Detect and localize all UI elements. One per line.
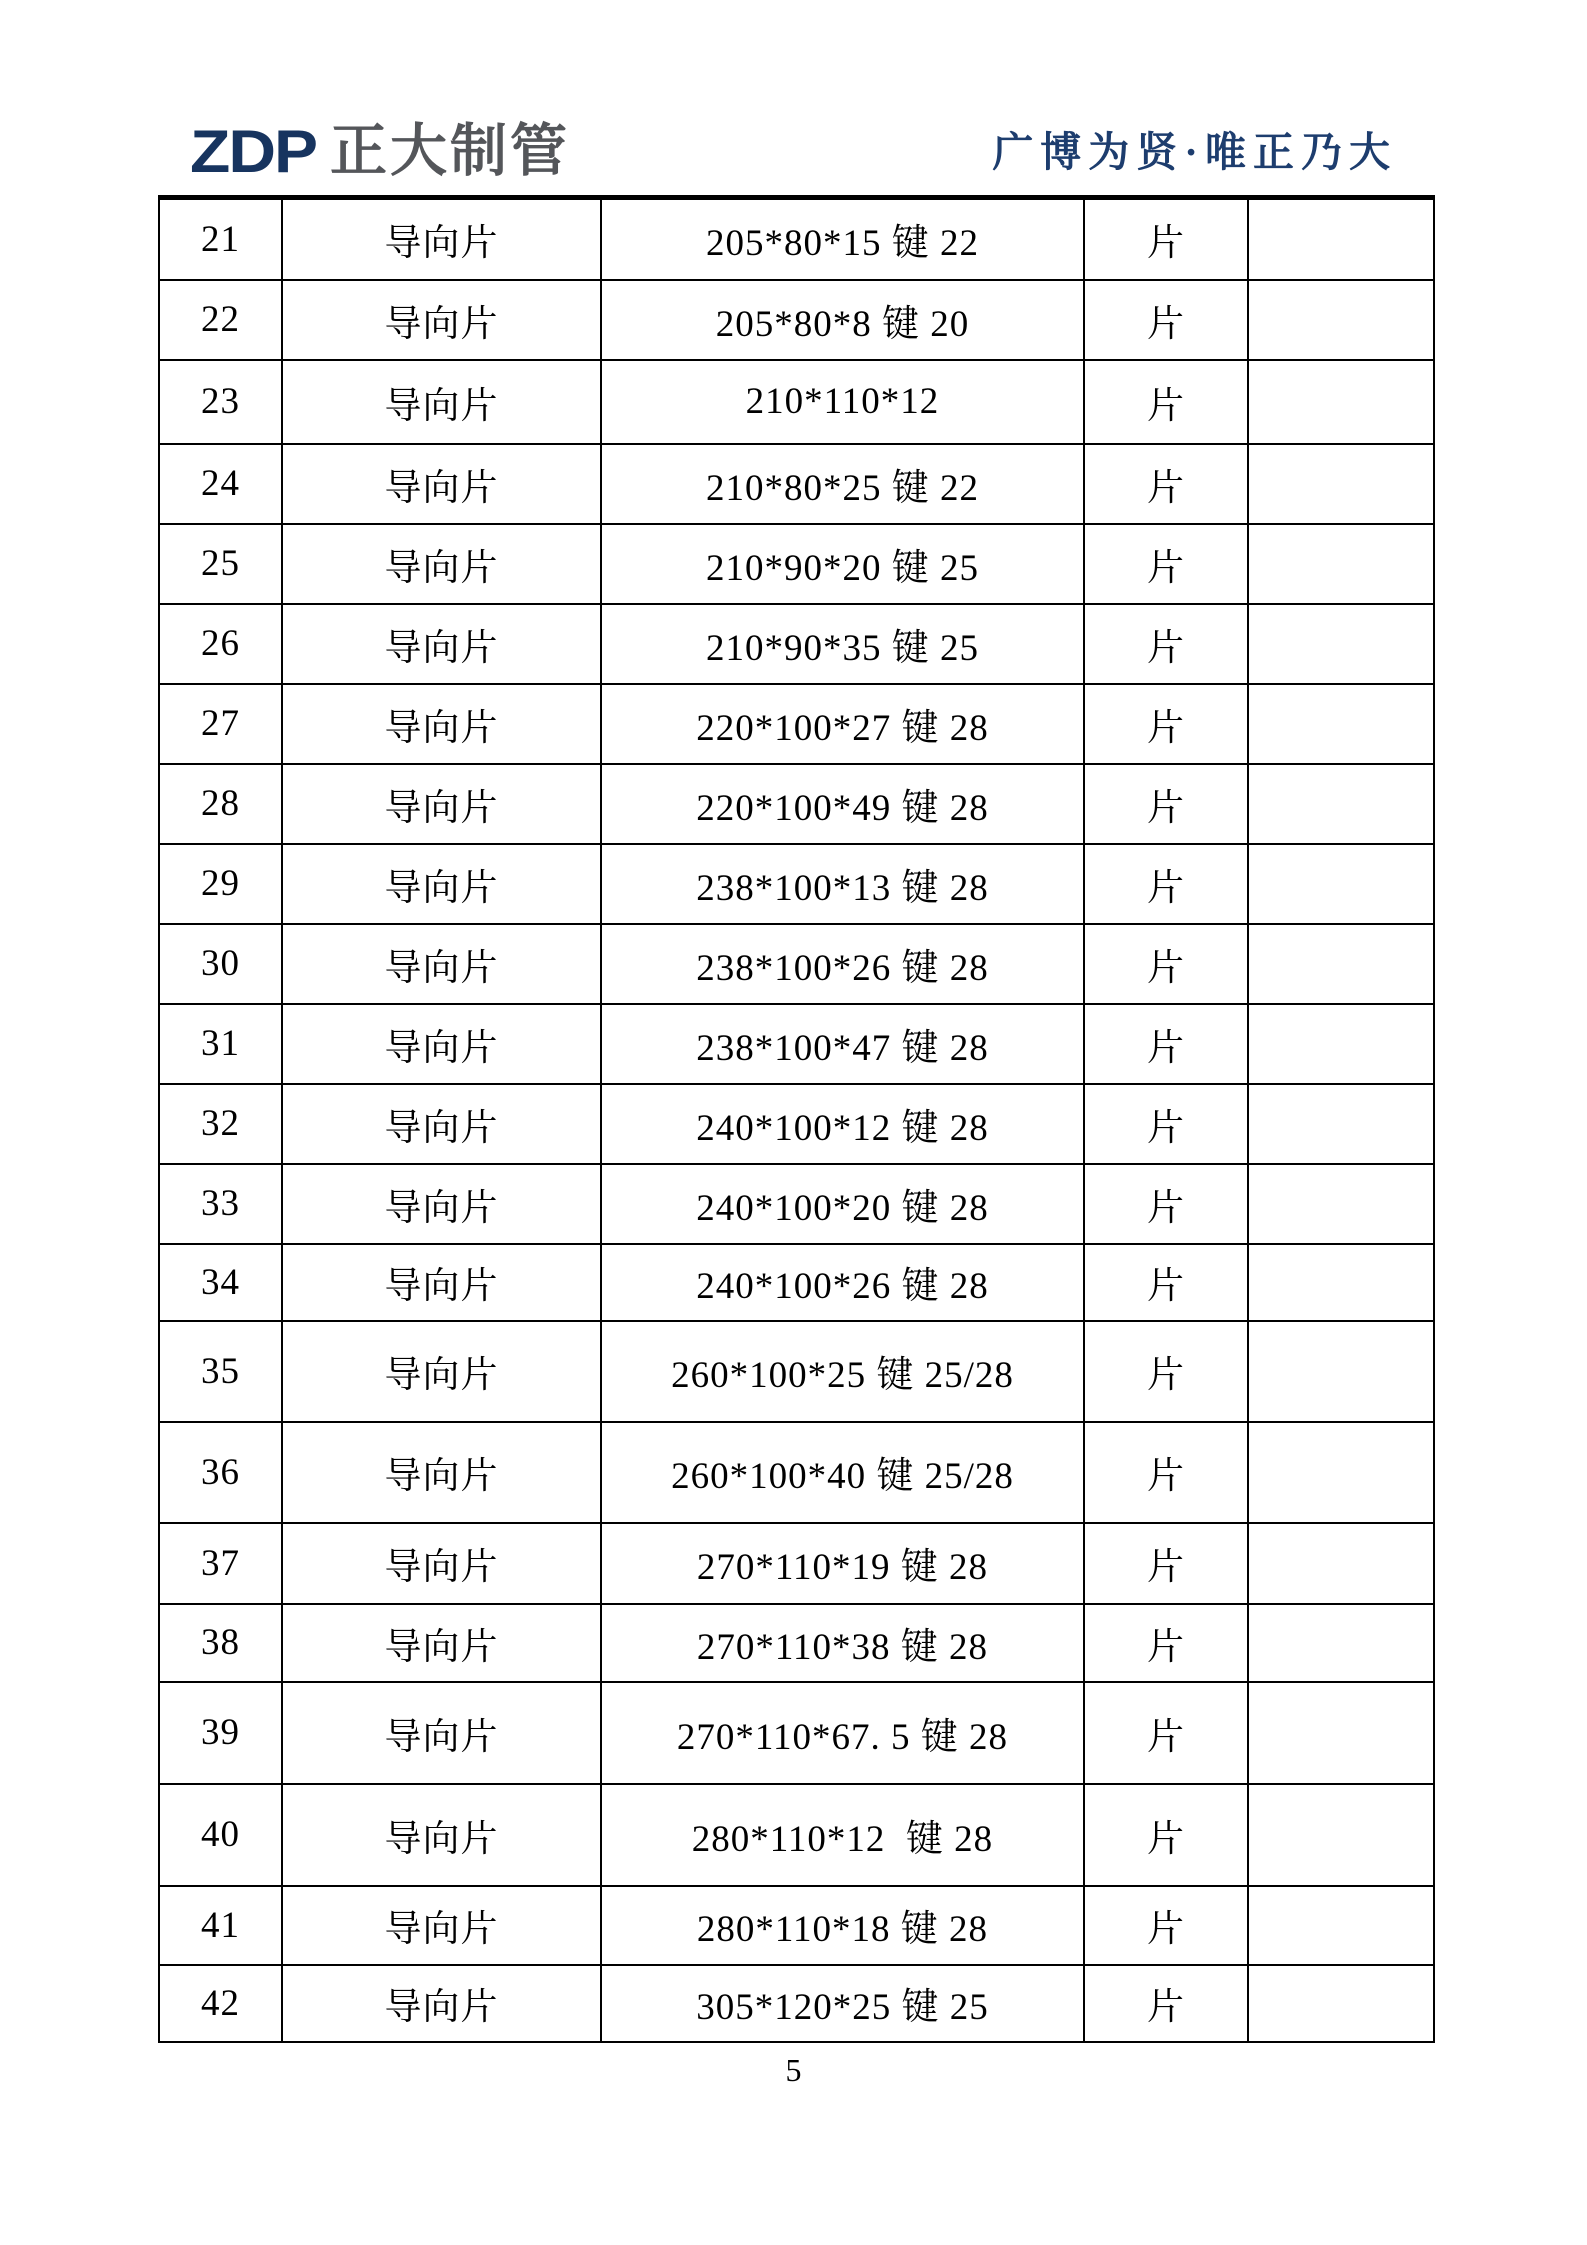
- cell-note: [1248, 198, 1434, 280]
- cell-spec: 210*90*20 键 25: [601, 524, 1084, 604]
- cell-unit: 片: [1084, 360, 1248, 444]
- cell-unit: 片: [1084, 1523, 1248, 1604]
- cell-index: 29: [159, 844, 282, 924]
- cell-spec: 238*100*26 键 28: [601, 924, 1084, 1004]
- cell-index: 35: [159, 1321, 282, 1422]
- cell-unit: 片: [1084, 764, 1248, 844]
- table-row: [159, 764, 1434, 844]
- cell-unit: 片: [1084, 1682, 1248, 1784]
- cell-item-name: 导向片: [282, 1321, 601, 1422]
- cell-unit: 片: [1084, 684, 1248, 764]
- table-row: [159, 844, 1434, 924]
- cell-spec: 260*100*25 键 25/28: [601, 1321, 1084, 1422]
- table-row: [159, 198, 1434, 280]
- cell-item-name: 导向片: [282, 1523, 601, 1604]
- table-row: [159, 604, 1434, 684]
- cell-item-name: 导向片: [282, 198, 601, 280]
- cell-index: 33: [159, 1164, 282, 1244]
- cell-unit: 片: [1084, 1084, 1248, 1164]
- cell-index: 32: [159, 1084, 282, 1164]
- cell-note: [1248, 1004, 1434, 1084]
- cell-spec: 210*90*35 键 25: [601, 604, 1084, 684]
- cell-item-name: 导向片: [282, 1164, 601, 1244]
- cell-item-name: 导向片: [282, 684, 601, 764]
- cell-note: [1248, 604, 1434, 684]
- cell-note: [1248, 1084, 1434, 1164]
- cell-spec: 280*110*12 键 28: [601, 1784, 1084, 1886]
- cell-note: [1248, 1244, 1434, 1321]
- cell-item-name: 导向片: [282, 280, 601, 360]
- cell-index: 42: [159, 1965, 282, 2042]
- cell-unit: 片: [1084, 1422, 1248, 1523]
- cell-index: 22: [159, 280, 282, 360]
- table-row: [159, 1682, 1434, 1784]
- table-row: [159, 924, 1434, 1004]
- cell-note: [1248, 524, 1434, 604]
- cell-unit: 片: [1084, 1321, 1248, 1422]
- cell-spec: 205*80*15 键 22: [601, 198, 1084, 280]
- cell-unit: 片: [1084, 1164, 1248, 1244]
- cell-spec: 260*100*40 键 25/28: [601, 1422, 1084, 1523]
- cell-item-name: 导向片: [282, 1682, 601, 1784]
- cell-spec: 240*100*26 键 28: [601, 1244, 1084, 1321]
- table-row: [159, 1784, 1434, 1886]
- cell-unit: 片: [1084, 844, 1248, 924]
- cell-spec: 270*110*38 键 28: [601, 1604, 1084, 1682]
- cell-index: 30: [159, 924, 282, 1004]
- cell-unit: 片: [1084, 1604, 1248, 1682]
- cell-index: 38: [159, 1604, 282, 1682]
- cell-index: 39: [159, 1682, 282, 1784]
- cell-item-name: 导向片: [282, 924, 601, 1004]
- cell-index: 21: [159, 198, 282, 280]
- cell-spec: 280*110*18 键 28: [601, 1886, 1084, 1965]
- cell-note: [1248, 1321, 1434, 1422]
- table-row: [159, 444, 1434, 524]
- table-row: [159, 1164, 1434, 1244]
- cell-note: [1248, 764, 1434, 844]
- cell-unit: 片: [1084, 524, 1248, 604]
- cell-note: [1248, 1523, 1434, 1604]
- cell-item-name: 导向片: [282, 1886, 601, 1965]
- cell-unit: 片: [1084, 1244, 1248, 1321]
- cell-note: [1248, 1965, 1434, 2042]
- cell-item-name: 导向片: [282, 1422, 601, 1523]
- cell-unit: 片: [1084, 924, 1248, 1004]
- cell-unit: 片: [1084, 1004, 1248, 1084]
- cell-spec: 270*110*67. 5 键 28: [601, 1682, 1084, 1784]
- cell-item-name: 导向片: [282, 1784, 601, 1886]
- cell-item-name: 导向片: [282, 1244, 601, 1321]
- cell-item-name: 导向片: [282, 1604, 601, 1682]
- cell-note: [1248, 280, 1434, 360]
- cell-index: 27: [159, 684, 282, 764]
- cell-unit: 片: [1084, 1965, 1248, 2042]
- cell-unit: 片: [1084, 198, 1248, 280]
- cell-index: 31: [159, 1004, 282, 1084]
- table-row: [159, 360, 1434, 444]
- cell-index: 23: [159, 360, 282, 444]
- cell-note: [1248, 844, 1434, 924]
- table-row: [159, 1422, 1434, 1523]
- cell-item-name: 导向片: [282, 1084, 601, 1164]
- cell-spec: 205*80*8 键 20: [601, 280, 1084, 360]
- table-row: [159, 684, 1434, 764]
- company-slogan: 广博为贤·唯正乃大: [992, 129, 1397, 175]
- cell-item-name: 导向片: [282, 764, 601, 844]
- table-row: [159, 1604, 1434, 1682]
- cell-index: 37: [159, 1523, 282, 1604]
- table-row: [159, 1321, 1434, 1422]
- cell-note: [1248, 684, 1434, 764]
- parts-table-body: [159, 198, 1434, 2042]
- cell-index: 36: [159, 1422, 282, 1523]
- table-row: [159, 1523, 1434, 1604]
- cell-spec: 240*100*12 键 28: [601, 1084, 1084, 1164]
- cell-item-name: 导向片: [282, 360, 601, 444]
- cell-spec: 240*100*20 键 28: [601, 1164, 1084, 1244]
- cell-unit: 片: [1084, 604, 1248, 684]
- cell-spec: 238*100*13 键 28: [601, 844, 1084, 924]
- cell-spec: 220*100*27 键 28: [601, 684, 1084, 764]
- cell-index: 24: [159, 444, 282, 524]
- table-row: [159, 280, 1434, 360]
- cell-item-name: 导向片: [282, 604, 601, 684]
- cell-index: 28: [159, 764, 282, 844]
- cell-item-name: 导向片: [282, 524, 601, 604]
- table-row: [159, 1886, 1434, 1965]
- cell-spec: 210*110*12: [601, 360, 1084, 444]
- cell-note: [1248, 1164, 1434, 1244]
- company-name-text: 正大制管: [330, 118, 570, 183]
- cell-index: 40: [159, 1784, 282, 1886]
- cell-index: 34: [159, 1244, 282, 1321]
- cell-spec: 220*100*49 键 28: [601, 764, 1084, 844]
- table-row: [159, 1084, 1434, 1164]
- cell-index: 25: [159, 524, 282, 604]
- cell-note: [1248, 1886, 1434, 1965]
- cell-item-name: 导向片: [282, 444, 601, 524]
- page-number: 5: [785, 2052, 802, 2088]
- table-row: [159, 1965, 1434, 2042]
- cell-index: 41: [159, 1886, 282, 1965]
- cell-spec: 210*80*25 键 22: [601, 444, 1084, 524]
- company-logo: [190, 118, 570, 184]
- cell-unit: 片: [1084, 1784, 1248, 1886]
- cell-note: [1248, 1422, 1434, 1523]
- cell-spec: 238*100*47 键 28: [601, 1004, 1084, 1084]
- cell-note: [1248, 1784, 1434, 1886]
- cell-index: 26: [159, 604, 282, 684]
- cell-item-name: 导向片: [282, 844, 601, 924]
- cell-note: [1248, 924, 1434, 1004]
- cell-note: [1248, 1604, 1434, 1682]
- zdp-logo-mark: ZDP: [190, 116, 316, 186]
- cell-note: [1248, 360, 1434, 444]
- cell-note: [1248, 1682, 1434, 1784]
- cell-spec: 270*110*19 键 28: [601, 1523, 1084, 1604]
- cell-spec: 305*120*25 键 25: [601, 1965, 1084, 2042]
- cell-item-name: 导向片: [282, 1965, 601, 2042]
- cell-note: [1248, 444, 1434, 524]
- table-row: [159, 1244, 1434, 1321]
- cell-unit: 片: [1084, 1886, 1248, 1965]
- cell-unit: 片: [1084, 444, 1248, 524]
- cell-unit: 片: [1084, 280, 1248, 360]
- table-row: [159, 524, 1434, 604]
- cell-item-name: 导向片: [282, 1004, 601, 1084]
- parts-table: [158, 195, 1435, 2043]
- table-row: [159, 1004, 1434, 1084]
